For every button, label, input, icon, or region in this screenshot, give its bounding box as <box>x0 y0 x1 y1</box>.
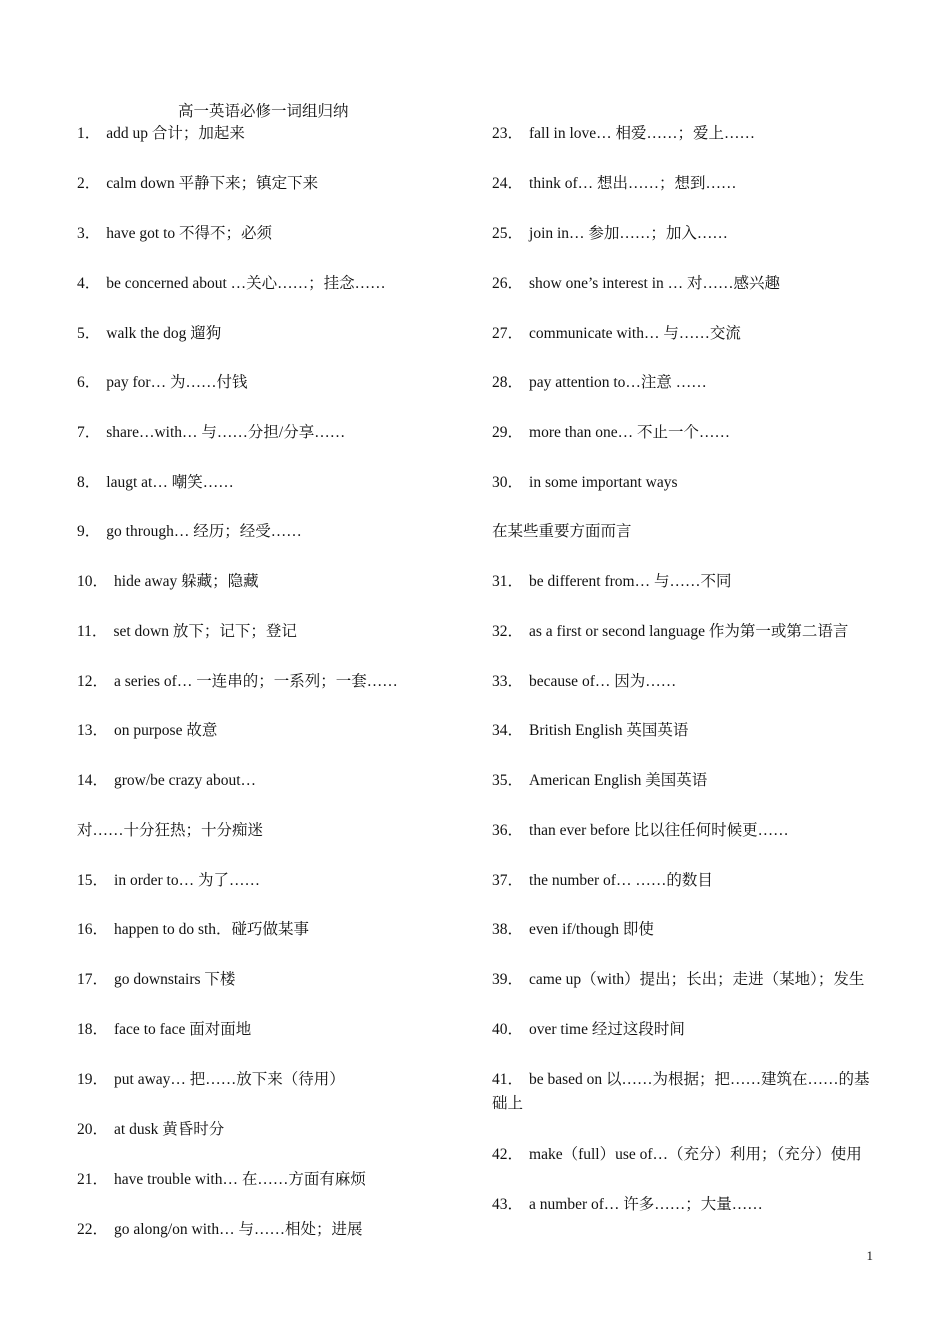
list-item <box>77 819 263 843</box>
item-text: over time 经过这段时间 <box>529 1021 685 1038</box>
item-number: 18． <box>77 1021 109 1038</box>
item-number: 31． <box>492 573 524 590</box>
item-text: set down 放下；记下；登记 <box>113 623 297 640</box>
item-text: add up 合计；加起来 <box>106 125 245 142</box>
item-text: put away… 把……放下来（待用） <box>114 1071 345 1088</box>
list-item <box>77 272 386 296</box>
item-number: 6． <box>77 374 101 391</box>
item-text: go through… 经历；经受…… <box>106 523 302 540</box>
item-number: 29． <box>492 424 524 441</box>
item-number: 35． <box>492 772 524 789</box>
list-item <box>492 869 713 893</box>
item-number: 25． <box>492 225 524 242</box>
list-item <box>77 1218 362 1242</box>
list-item <box>492 570 731 594</box>
item-text: pay for… 为……付钱 <box>106 374 248 391</box>
item-text: show one’s interest in … 对……感兴趣 <box>529 275 781 292</box>
item-text: at dusk 黄昏时分 <box>114 1121 225 1138</box>
item-number: 19． <box>77 1071 109 1088</box>
item-text: be concerned about …关心……；挂念…… <box>106 275 386 292</box>
item-number: 9． <box>77 523 101 540</box>
item-number: 26． <box>492 275 524 292</box>
list-item <box>77 1068 345 1092</box>
list-item <box>492 371 707 395</box>
list-item <box>492 322 741 346</box>
item-text: have trouble with… 在……方面有麻烦 <box>114 1171 366 1188</box>
item-text: communicate with… 与……交流 <box>529 325 741 342</box>
item-text: join in… 参加……；加入…… <box>529 225 728 242</box>
item-number: 40． <box>492 1021 524 1038</box>
list-item <box>77 570 259 594</box>
item-text: go downstairs 下楼 <box>114 971 236 988</box>
list-item <box>492 1193 763 1217</box>
list-item <box>77 620 297 644</box>
item-text: came up（with）提出；长出；走进（某地）；发生 <box>529 971 865 988</box>
list-item <box>77 1018 251 1042</box>
list-item <box>492 272 780 296</box>
list-item <box>492 172 737 196</box>
list-item <box>77 471 234 495</box>
list-item <box>492 122 755 146</box>
item-text: more than one… 不止一个…… <box>529 424 731 441</box>
item-number: 16． <box>77 921 109 938</box>
item-number: 21． <box>77 1171 109 1188</box>
item-number: 24． <box>492 175 524 192</box>
list-item <box>492 1068 877 1116</box>
item-text: the number of… ……的数目 <box>529 872 713 889</box>
item-number: 38． <box>492 921 524 938</box>
item-number: 28． <box>492 374 524 391</box>
list-item <box>492 222 728 246</box>
list-item <box>77 172 318 196</box>
item-number: 17． <box>77 971 109 988</box>
item-number: 39． <box>492 971 524 988</box>
list-item <box>77 869 260 893</box>
item-text: walk the dog 遛狗 <box>106 325 222 342</box>
list-item <box>77 520 302 544</box>
list-item <box>492 1018 685 1042</box>
item-number: 15． <box>77 872 109 889</box>
item-number: 8． <box>77 474 101 491</box>
item-text: pay attention to…注意 …… <box>529 374 707 391</box>
item-text: 对……十分狂热；十分痴迷 <box>77 822 264 839</box>
item-text: go along/on with… 与……相处；进展 <box>114 1221 363 1238</box>
item-number: 20． <box>77 1121 109 1138</box>
item-text: make（full）use of…（充分）利用；（充分）使用 <box>529 1146 862 1163</box>
item-text: share…with… 与……分担/分享…… <box>106 424 346 441</box>
list-item <box>492 471 678 495</box>
item-text: a series of… 一连串的；一系列；一套…… <box>114 673 398 690</box>
list-item <box>492 819 789 843</box>
list-item <box>492 1143 862 1167</box>
item-text: in order to… 为了…… <box>114 872 260 889</box>
list-item <box>77 719 217 743</box>
list-item <box>492 918 654 942</box>
item-number: 30． <box>492 474 524 491</box>
item-text: think of… 想出……；想到…… <box>529 175 737 192</box>
item-text: British English 英国英语 <box>529 722 689 739</box>
item-number: 7． <box>77 424 101 441</box>
item-text: laugt at… 嘲笑…… <box>106 474 234 491</box>
item-number: 33． <box>492 673 524 690</box>
item-text: be based on 以……为根据；把……建筑在……的基础上 <box>492 1071 870 1112</box>
page-number: 1 <box>866 1248 873 1263</box>
item-text: as a first or second language 作为第一或第二语言 <box>529 623 849 640</box>
item-number: 12． <box>77 673 109 690</box>
item-number: 14． <box>77 772 109 789</box>
item-number: 36． <box>492 822 524 839</box>
list-item <box>492 968 864 992</box>
item-number: 3． <box>77 225 101 242</box>
item-number: 13． <box>77 722 109 739</box>
item-text: have got to 不得不；必须 <box>106 225 273 242</box>
item-number: 10． <box>77 573 109 590</box>
list-item <box>77 371 247 395</box>
item-text: on purpose 故意 <box>114 722 218 739</box>
list-item <box>492 421 730 445</box>
item-number: 27． <box>492 325 524 342</box>
item-number: 34． <box>492 722 524 739</box>
item-text: 在某些重要方面而言 <box>492 523 632 540</box>
item-number: 1． <box>77 125 101 142</box>
item-text: because of… 因为…… <box>529 673 677 690</box>
item-text: fall in love… 相爱……；爱上…… <box>529 125 756 142</box>
list-item <box>492 670 676 694</box>
item-text: hide away 躲藏；隐藏 <box>114 573 259 590</box>
document-title: 高一英语必修一词组归纳 <box>178 103 349 120</box>
item-text: calm down 平静下来；镇定下来 <box>106 175 319 192</box>
list-item <box>77 968 235 992</box>
item-number: 11． <box>77 623 108 640</box>
list-item <box>77 1168 366 1192</box>
item-text: American English 美国英语 <box>529 772 708 789</box>
item-text: than ever before 比以往任何时候更…… <box>529 822 789 839</box>
list-item <box>77 1118 224 1142</box>
list-item <box>77 122 245 146</box>
item-number: 22． <box>77 1221 109 1238</box>
item-number: 4． <box>77 275 101 292</box>
item-text: a number of… 许多……；大量…… <box>529 1196 763 1213</box>
list-item <box>492 719 688 743</box>
list-item <box>77 421 345 445</box>
list-item <box>77 918 309 942</box>
list-item <box>77 222 272 246</box>
item-number: 43． <box>492 1196 524 1213</box>
item-number: 23． <box>492 125 524 142</box>
item-number: 37． <box>492 872 524 889</box>
item-number: 5． <box>77 325 101 342</box>
item-text: be different from… 与……不同 <box>529 573 732 590</box>
item-text: happen to do sth．碰巧做某事 <box>114 921 310 938</box>
item-text: in some important ways <box>529 474 678 491</box>
item-text: even if/though 即使 <box>529 921 654 938</box>
item-number: 32． <box>492 623 524 640</box>
item-number: 42． <box>492 1146 524 1163</box>
item-text: grow/be crazy about… <box>114 772 257 789</box>
list-item <box>492 769 707 793</box>
item-number: 41． <box>492 1071 524 1088</box>
list-item <box>77 322 221 346</box>
list-item <box>77 670 398 694</box>
list-item <box>492 520 632 544</box>
item-number: 2． <box>77 175 101 192</box>
list-item <box>492 620 848 644</box>
list-item <box>77 769 256 793</box>
item-text: face to face 面对面地 <box>114 1021 252 1038</box>
